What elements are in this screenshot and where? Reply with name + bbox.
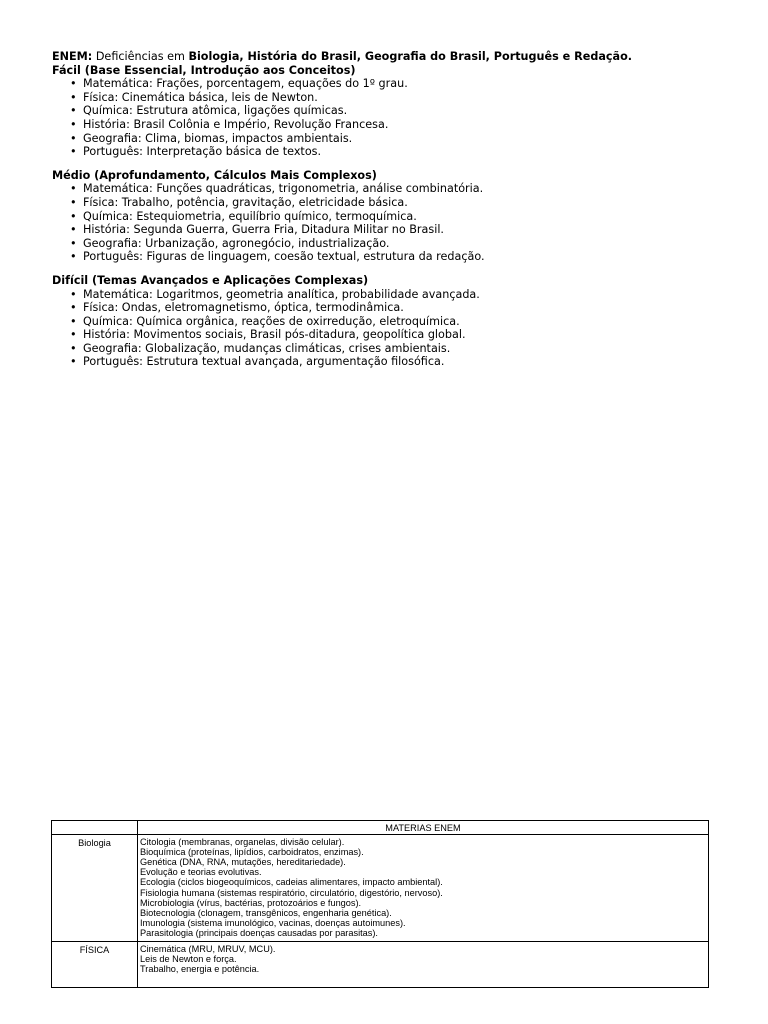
topic-line: Evolução e teorias evolutivas. <box>140 867 262 878</box>
table-row <box>52 835 709 942</box>
heading-text: Deficiências em <box>92 50 189 63</box>
table-header: MATERIAS ENEM <box>138 821 709 835</box>
topic-line: Ecologia (ciclos biogeoquímicos, cadeias alimentares, impacto ambiental). <box>140 877 443 888</box>
topic-list <box>52 182 732 264</box>
document-body <box>52 50 732 369</box>
list-item: • Geografia: Urbanização, agronegócio, industrialização. <box>83 237 732 251</box>
list-item: • Português: Figuras de linguagem, coesão textual, estrutura da redação. <box>83 250 732 264</box>
list-item: • Química: Estrutura atômica, ligações químicas. <box>83 104 732 118</box>
topic-list <box>52 77 732 159</box>
section-title-text: Difícil (Temas Avançados e Aplicações Complexas) <box>52 273 369 287</box>
topic-line: Biotecnologia (clonagem, transgênicos, engenharia genética). <box>140 907 392 918</box>
heading-subjects: Biologia, História do Brasil, Geografia do Brasil, Português e Redação. <box>188 50 632 63</box>
list-item: • Matemática: Logaritmos, geometria analítica, probabilidade avançada. <box>83 288 732 302</box>
topic-line: Leis de Newton e força. <box>140 954 237 965</box>
topic-line: Microbiologia (vírus, bactérias, protozoários e fungos). <box>140 897 362 908</box>
list-item: • História: Segunda Guerra, Guerra Fria, Ditadura Militar no Brasil. <box>83 223 732 237</box>
topic-line: Bioquímica (proteínas, lipídios, carboidratos, enzimas). <box>140 847 364 858</box>
topic-line: Parasitologia (principais doenças causadas por parasitas). <box>140 927 378 938</box>
list-item: • Química: Estequiometria, equilíbrio químico, termoquímica. <box>83 210 732 224</box>
section-title <box>52 64 732 78</box>
difficulty-sections <box>52 64 732 369</box>
subject-cell: FÍSICA <box>52 942 138 988</box>
topic-line: Genética (DNA, RNA, mutações, hereditariedade). <box>140 857 346 868</box>
list-item: • Química: Química orgânica, reações de oxirredução, eletroquímica. <box>83 315 732 329</box>
table-body <box>52 835 709 988</box>
topic-list <box>52 288 732 370</box>
page-heading <box>52 50 732 64</box>
topic-line: Fisiologia humana (sistemas respiratório, circulatório, digestório, nervoso). <box>140 887 443 898</box>
table-corner-cell <box>52 821 138 835</box>
table-header-row <box>52 821 709 835</box>
list-item: • Português: Interpretação básica de textos. <box>83 145 732 159</box>
topic-line: Trabalho, energia e potência. <box>140 964 260 975</box>
blank-line <box>140 974 706 984</box>
list-item: • História: Movimentos sociais, Brasil pós-ditadura, geopolítica global. <box>83 328 732 342</box>
topic-line: Cinemática (MRU, MRUV, MCU). <box>140 944 276 955</box>
list-item: • Português: Estrutura textual avançada, argumentação filosófica. <box>83 355 732 369</box>
list-item: • Matemática: Funções quadráticas, trigonometria, análise combinatória. <box>83 182 732 196</box>
subject-cell: Biologia <box>52 835 138 942</box>
section-title-text: Fácil (Base Essencial, Introdução aos Conceitos) <box>52 63 356 77</box>
topics-cell <box>138 835 709 942</box>
list-item: • Geografia: Clima, biomas, impactos ambientais. <box>83 132 732 146</box>
section-title <box>52 169 732 183</box>
section-gap <box>52 159 732 169</box>
list-item: • Geografia: Globalização, mudanças climáticas, crises ambientais. <box>83 342 732 356</box>
section-title <box>52 274 732 288</box>
table-row <box>52 942 709 988</box>
topic-line: Citologia (membranas, organelas, divisão celular). <box>140 837 345 848</box>
heading-prefix: ENEM: <box>52 50 93 63</box>
topic-line: Imunologia (sistema imunológico, vacinas, doenças autoimunes). <box>140 917 406 928</box>
list-item: • Matemática: Frações, porcentagem, equações do 1º grau. <box>83 77 732 91</box>
materias-table <box>51 820 709 988</box>
topics-cell <box>138 942 709 988</box>
list-item: • Física: Cinemática básica, leis de Newton. <box>83 91 732 105</box>
list-item: • Física: Ondas, eletromagnetismo, óptica, termodinâmica. <box>83 301 732 315</box>
list-item: • História: Brasil Colônia e Império, Revolução Francesa. <box>83 118 732 132</box>
section-gap <box>52 264 732 274</box>
list-item: • Física: Trabalho, potência, gravitação, eletricidade básica. <box>83 196 732 210</box>
section-title-text: Médio (Aprofundamento, Cálculos Mais Complexos) <box>52 168 377 182</box>
